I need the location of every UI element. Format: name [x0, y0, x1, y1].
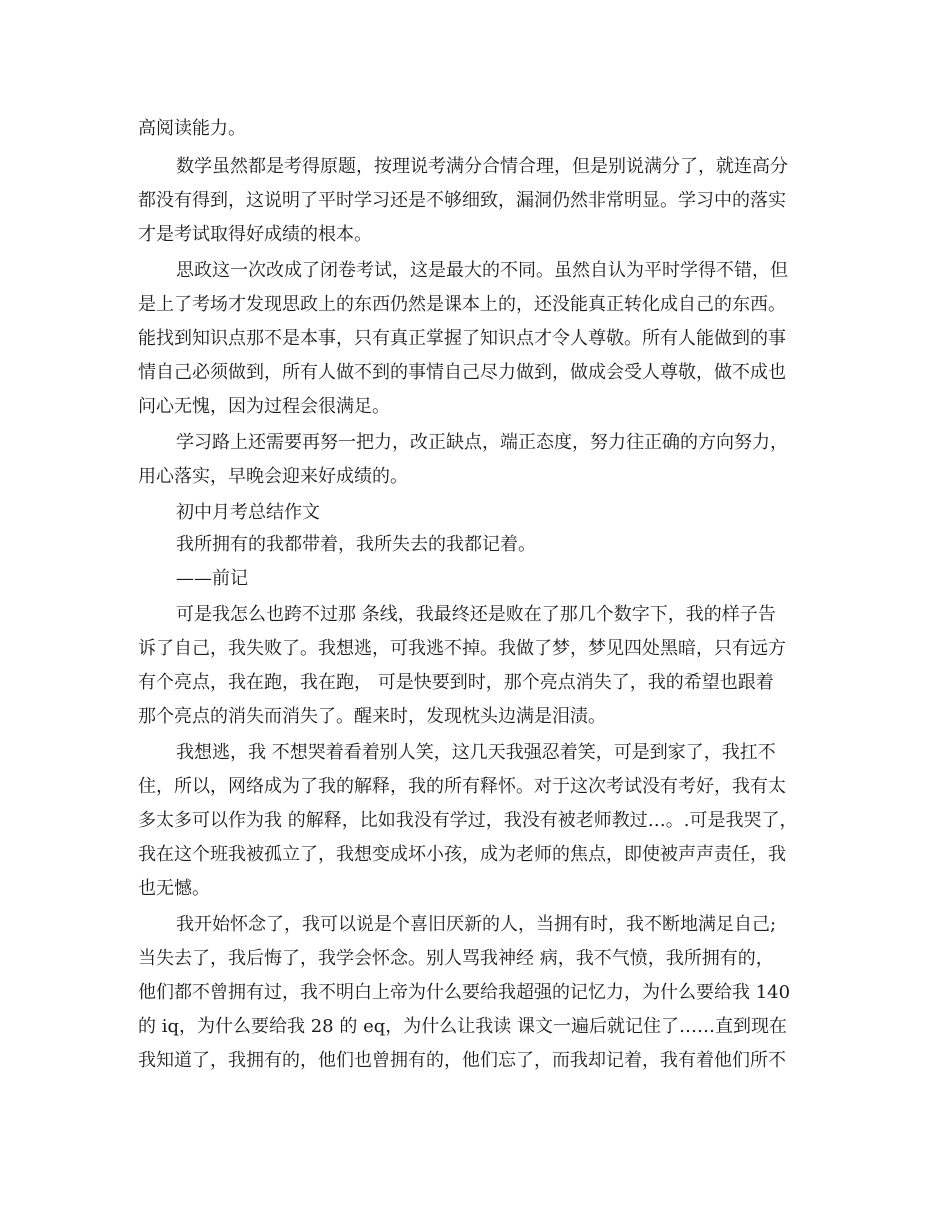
text-line: 问心无愧，因为过程会很满足。 [138, 396, 390, 417]
text-line: 我想逃，我 不想哭着看着别人笑，这几天我强忍着笑，可是到家了，我扛不 [176, 742, 776, 763]
text-line: 他们都不曾拥有过，我不明白上帝为什么要给我超强的记忆力，为什么要给我 140 [138, 982, 791, 1003]
text-line: 思政这一次改成了闭卷考试，这是最大的不同。虽然自认为平时学得不错，但 [176, 260, 788, 281]
text-line: 数学虽然都是考得原题，按理说考满分合情合理，但是别说满分了，就连高分 [176, 156, 788, 177]
text-line: 我知道了，我拥有的，他们也曾拥有的，他们忘了，而我却记着，我有着他们所不 [138, 1050, 786, 1071]
epigraph: 我所拥有的我都带着，我所失去的我都记着。 [176, 534, 536, 555]
epigraph-attribution: ——前记 [176, 568, 248, 589]
text-line: 有个亮点，我在跑，我在跑， 可是快要到时，那个亮点消失了，我的希望也跟着 [138, 672, 774, 693]
text-line: 那个亮点的消失而消失了。醒来时，发现枕头边满是泪渍。 [138, 706, 606, 727]
text-line: 当失去了，我后悔了，我学会怀念。别人骂我神经 病，我不气愤，我所拥有的， [138, 948, 774, 969]
text-line: 也无憾。 [138, 878, 210, 899]
text-line: 才是考试取得好成绩的根本。 [138, 224, 372, 245]
text-line: 多太多可以作为我 的解释，比如我没有学过，我没有被老师教过…。.可是我哭了， [138, 810, 798, 831]
text-line: 诉了自己，我失败了。我想逃，可我逃不掉。我做了梦，梦见四处黑暗，只有远方 [138, 638, 786, 659]
text-line: 我在这个班我被孤立了，我想变成坏小孩，成为老师的焦点，即使被声声责任，我 [138, 844, 786, 865]
text-line: 住，所以，网络成为了我的解释，我的所有释怀。对于这次考试没有考好，我有太 [138, 776, 786, 797]
text-line: 学习路上还需要再努一把力，改正缺点，端正态度，努力往正确的方向努力， [176, 432, 788, 453]
text-line: 情自己必须做到，所有人做不到的事情自己尽力做到，做成会受人尊敬，做不成也 [138, 362, 786, 383]
text-line: 的 iq，为什么要给我 28 的 eq，为什么让我读 课文一遍后就记住了……直到现在 [138, 1016, 787, 1037]
section-heading: 初中月考总结作文 [176, 502, 320, 523]
text-line: 用心落实，早晚会迎来好成绩的。 [138, 466, 408, 487]
text-line: 能找到知识点那不是本事，只有真正掌握了知识点才令人尊敬。所有人能做到的事 [138, 328, 786, 349]
text-line: 是上了考场才发现思政上的东西仍然是课本上的，还没能真正转化成自己的东西。 [138, 294, 786, 315]
text-line: 我开始怀念了，我可以说是个喜旧厌新的人，当拥有时，我不断地满足自己; [176, 914, 777, 935]
text-line: 可是我怎么也跨不过那 条线，我最终还是败在了那几个数字下，我的样子告 [176, 604, 776, 625]
text-line: 高阅读能力。 [138, 118, 246, 139]
text-line: 都没有得到，这说明了平时学习还是不够细致，漏洞仍然非常明显。学习中的落实 [138, 190, 786, 211]
